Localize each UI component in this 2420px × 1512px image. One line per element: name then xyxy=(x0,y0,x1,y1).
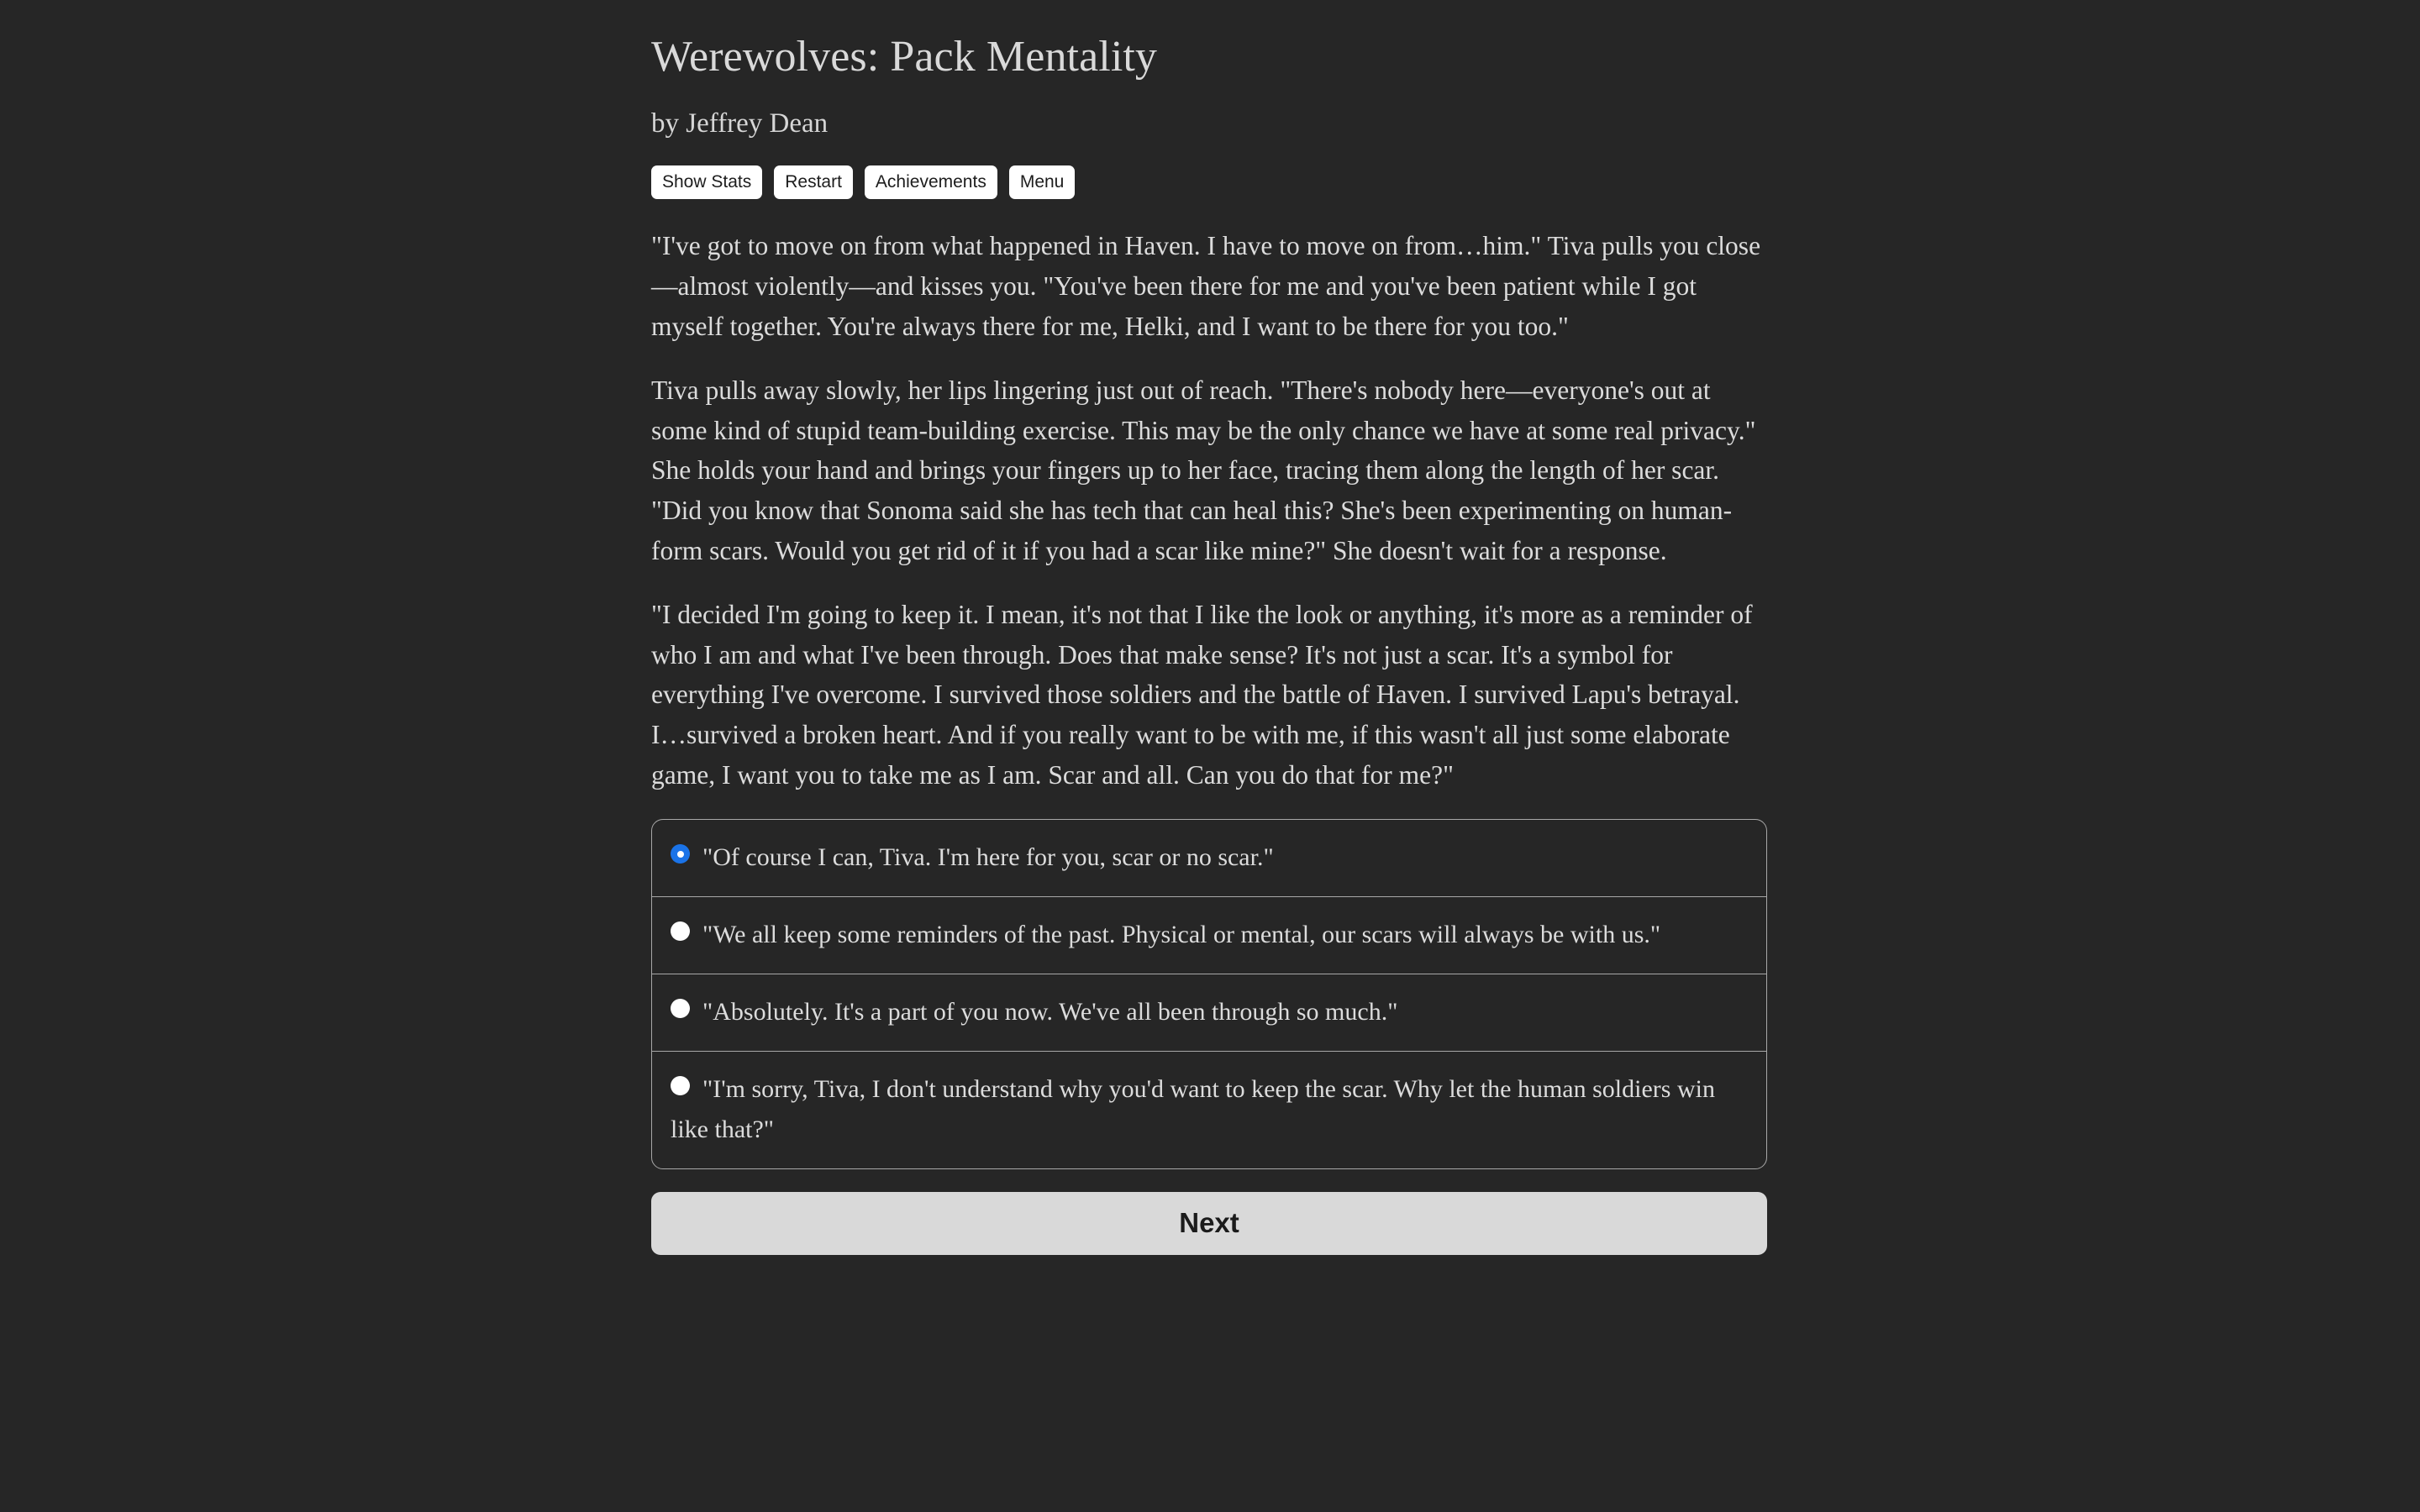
radio-icon[interactable] xyxy=(671,999,690,1018)
story-paragraph: "I've got to move on from what happened in Haven. I have to move on from…him." Tiva pulls you close—almost violently—and kisses you. "You've been there for me and you've been patient while I got myself together. You're always there for me, Helki, and I want to be there for you too." xyxy=(651,231,1761,341)
radio-icon[interactable] xyxy=(671,921,690,941)
choice-label: "I'm sorry, Tiva, I don't understand why you'd want to keep the scar. Why let the human soldiers win like that?" xyxy=(671,1075,1715,1144)
choice-list xyxy=(651,819,1767,1169)
next-button[interactable]: Next xyxy=(651,1192,1767,1255)
choice-label: "We all keep some reminders of the past. Physical or mental, our scars will always be with us." xyxy=(702,921,1661,949)
story-paragraph: Tiva pulls away slowly, her lips lingering just out of reach. "There's nobody here—everyone's out at some kind of stupid team-building exercise. This may be the only chance we have at some real privacy." She holds your hand and brings your fingers up to her face, tracing them along the length of her scar. "Did you know that Sonoma said she has tech that can heal this? She's been experimenting on human-form scars. Would you get rid of it if you had a scar like mine?" She doesn't wait for a response. xyxy=(651,375,1756,565)
toolbar xyxy=(651,140,1767,199)
story-text xyxy=(651,199,1767,795)
page-title: Werewolves: Pack Mentality xyxy=(651,33,1158,81)
menu-button[interactable]: Menu xyxy=(1009,165,1076,199)
choice-option-2[interactable] xyxy=(652,897,1766,974)
choice-label: "Absolutely. It's a part of you now. We've all been through so much." xyxy=(702,998,1398,1026)
content-column xyxy=(651,0,1767,1255)
radio-icon[interactable] xyxy=(671,1076,690,1095)
choice-option-4[interactable] xyxy=(652,1052,1766,1168)
choice-label: "Of course I can, Tiva. I'm here for you, scar or no scar." xyxy=(702,843,1274,872)
story-paragraph: "I decided I'm going to keep it. I mean, it's not that I like the look or anything, it's more as a reminder of who I am and what I've been through. Does that make sense? It's not just a scar. It's a symbol for everything I've overcome. I survived those soldiers and the battle of Haven. I survived Lapu's betrayal. I…survived a broken heart. And if you really want to be with me, if this wasn't all just some elaborate game, I want you to take me as I am. Scar and all. Can you do that for me?" xyxy=(651,600,1753,790)
show-stats-button[interactable]: Show Stats xyxy=(651,165,762,199)
choice-option-1[interactable] xyxy=(652,820,1766,897)
choice-option-3[interactable] xyxy=(652,974,1766,1052)
restart-button[interactable]: Restart xyxy=(774,165,853,199)
radio-icon-selected[interactable] xyxy=(671,844,690,864)
achievements-button[interactable]: Achievements xyxy=(865,165,997,199)
author-byline: by Jeffrey Dean xyxy=(651,108,829,139)
